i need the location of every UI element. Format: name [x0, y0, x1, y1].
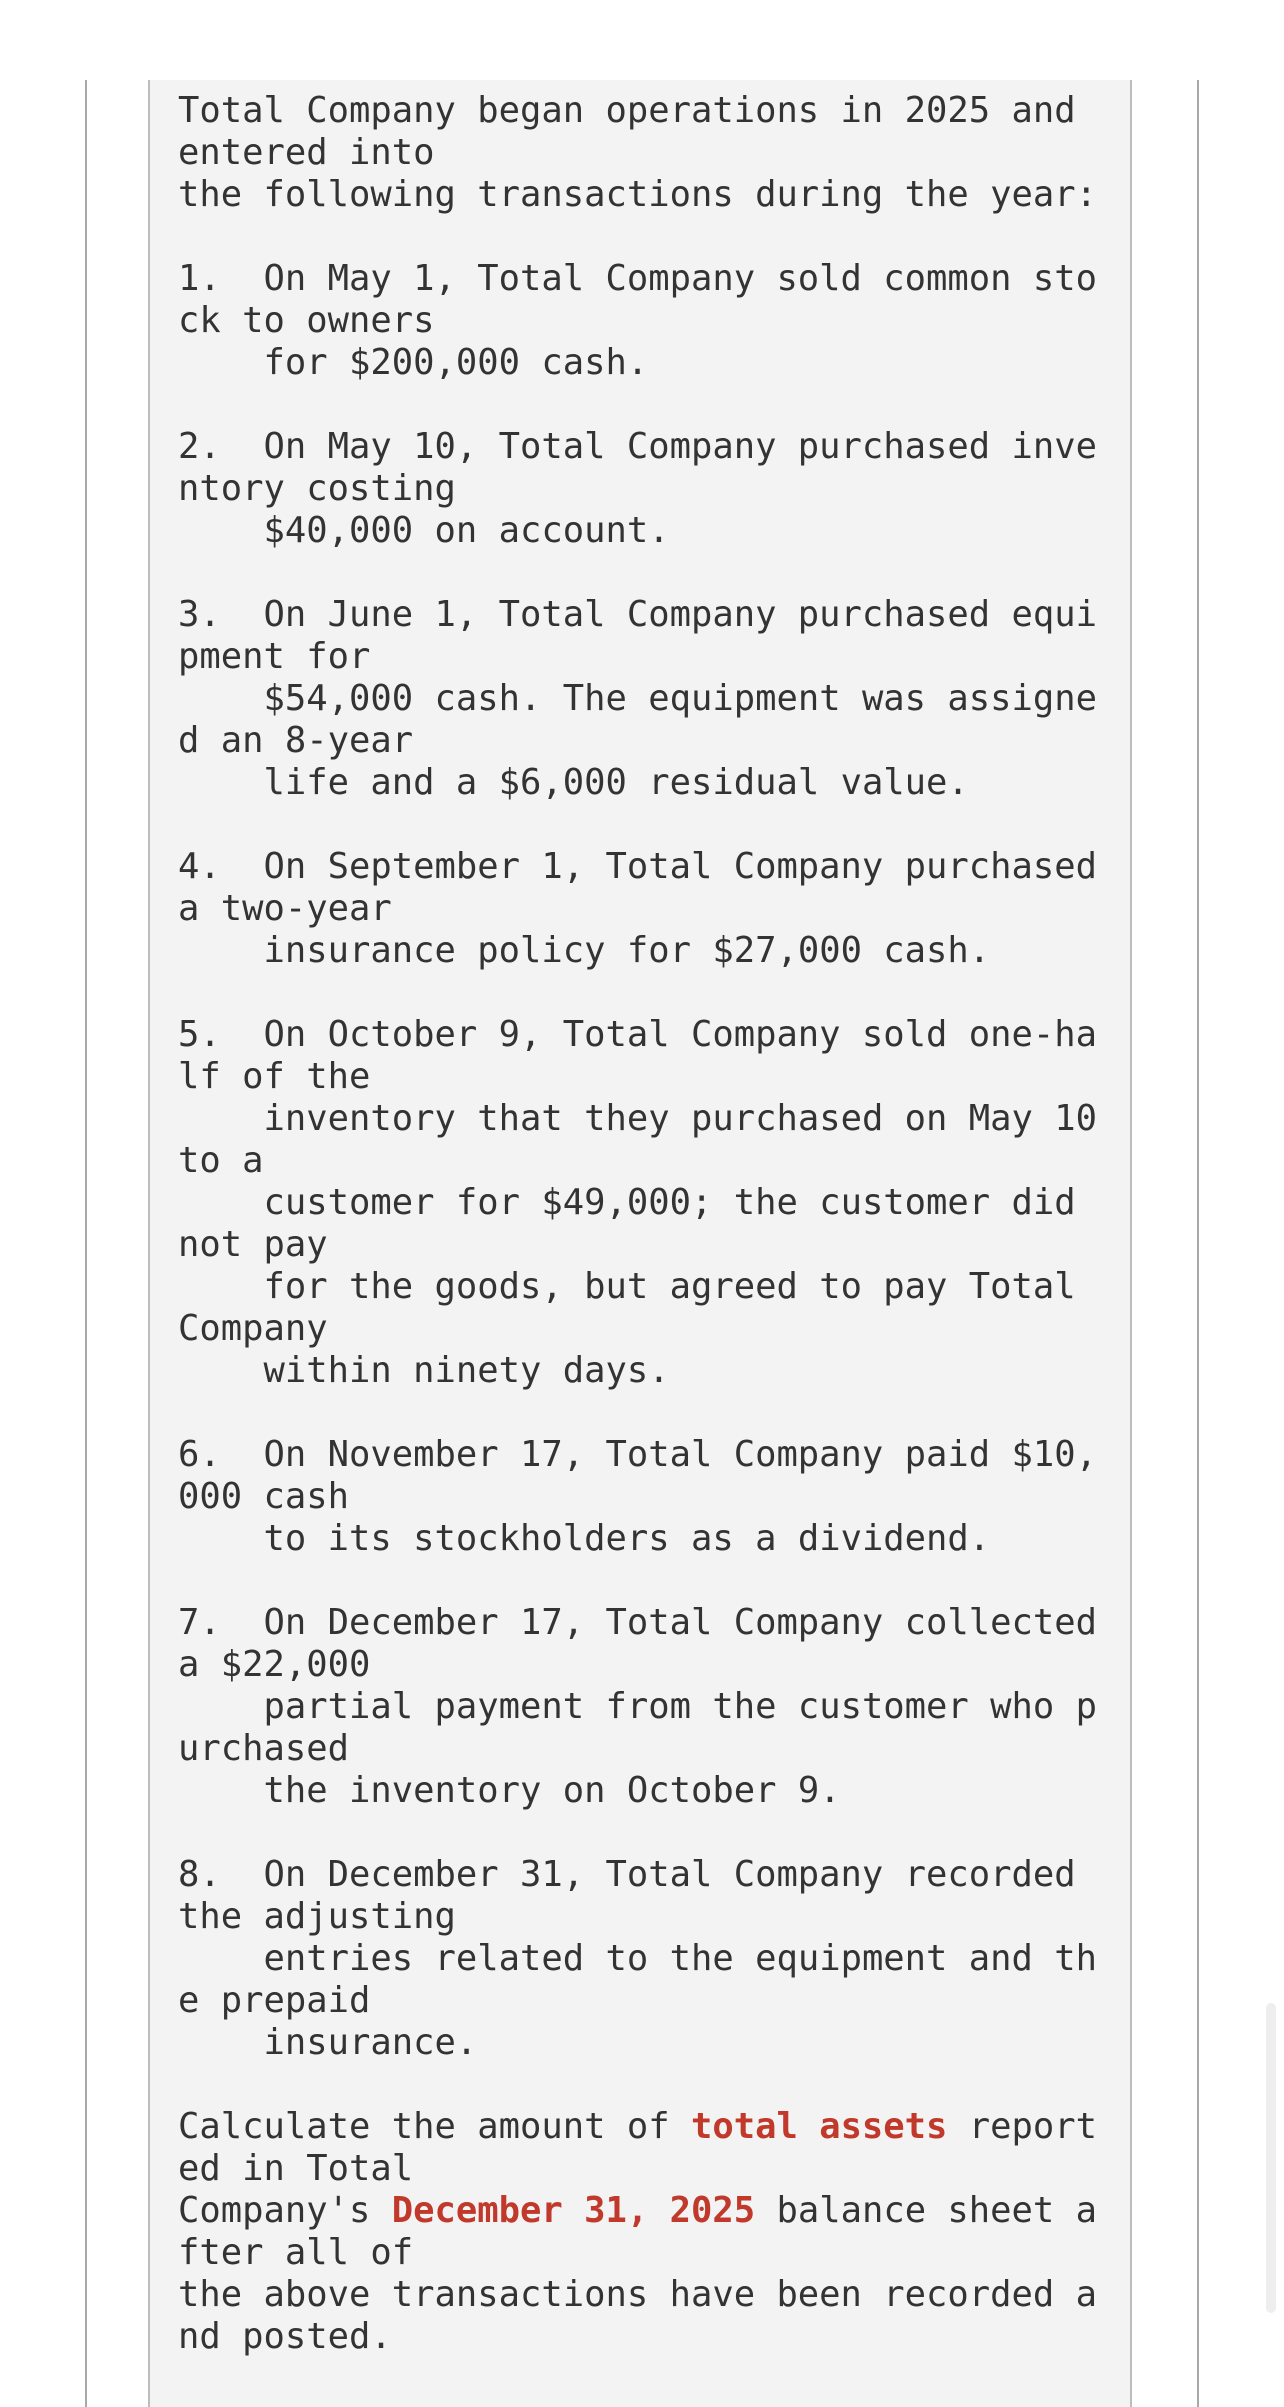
problem-text-panel — [148, 80, 1132, 2407]
transaction-1: 1. On May 1, Total Company sold common stock to owners for $200,000 cash. — [178, 258, 1098, 383]
question-text-2: reported in Total Company's — [178, 2106, 1098, 2231]
transaction-5: 5. On October 9, Total Company sold one-half of the inventory that they purchased on May 10 to a customer for $49,000; the customer did not pay for the goods, but agreed to pay Total Company within ninety days. — [178, 1014, 1098, 1391]
problem-text — [178, 90, 1098, 2358]
transaction-2: 2. On May 10, Total Company purchased inventory costing $40,000 on account. — [178, 426, 1098, 551]
transaction-6: 6. On November 17, Total Company paid $10,000 cash to its stockholders as a dividend. — [178, 1434, 1098, 1559]
transaction-7: 7. On December 17, Total Company collected a $22,000 partial payment from the customer who purchased the inventory on October 9. — [178, 1602, 1098, 1811]
transaction-4: 4. On September 1, Total Company purchased a two-year insurance policy for $27,000 cash. — [178, 846, 1098, 971]
problem-intro: Total Company began operations in 2025 and entered into the following transactions during the year: — [178, 90, 1098, 215]
highlight-balance-sheet-date: December 31, 2025 — [391, 2190, 756, 2231]
question-text-3: balance sheet after all of the above transactions have been recorded and posted. — [178, 2190, 1098, 2357]
right-border-rule — [1197, 80, 1199, 2407]
question — [178, 2106, 1097, 2357]
transaction-8: 8. On December 31, Total Company recorded the adjusting entries related to the equipment and the prepaid insurance. — [178, 1854, 1098, 2063]
left-border-rule — [85, 80, 87, 2407]
scrollbar-thumb[interactable] — [1266, 2003, 1276, 2313]
highlight-total-assets: total assets — [690, 2106, 948, 2147]
question-text-1: Calculate the amount of — [178, 2106, 691, 2147]
transaction-3: 3. On June 1, Total Company purchased equipment for $54,000 cash. The equipment was assigned an 8-year life and a $6,000 residual value. — [178, 594, 1098, 803]
